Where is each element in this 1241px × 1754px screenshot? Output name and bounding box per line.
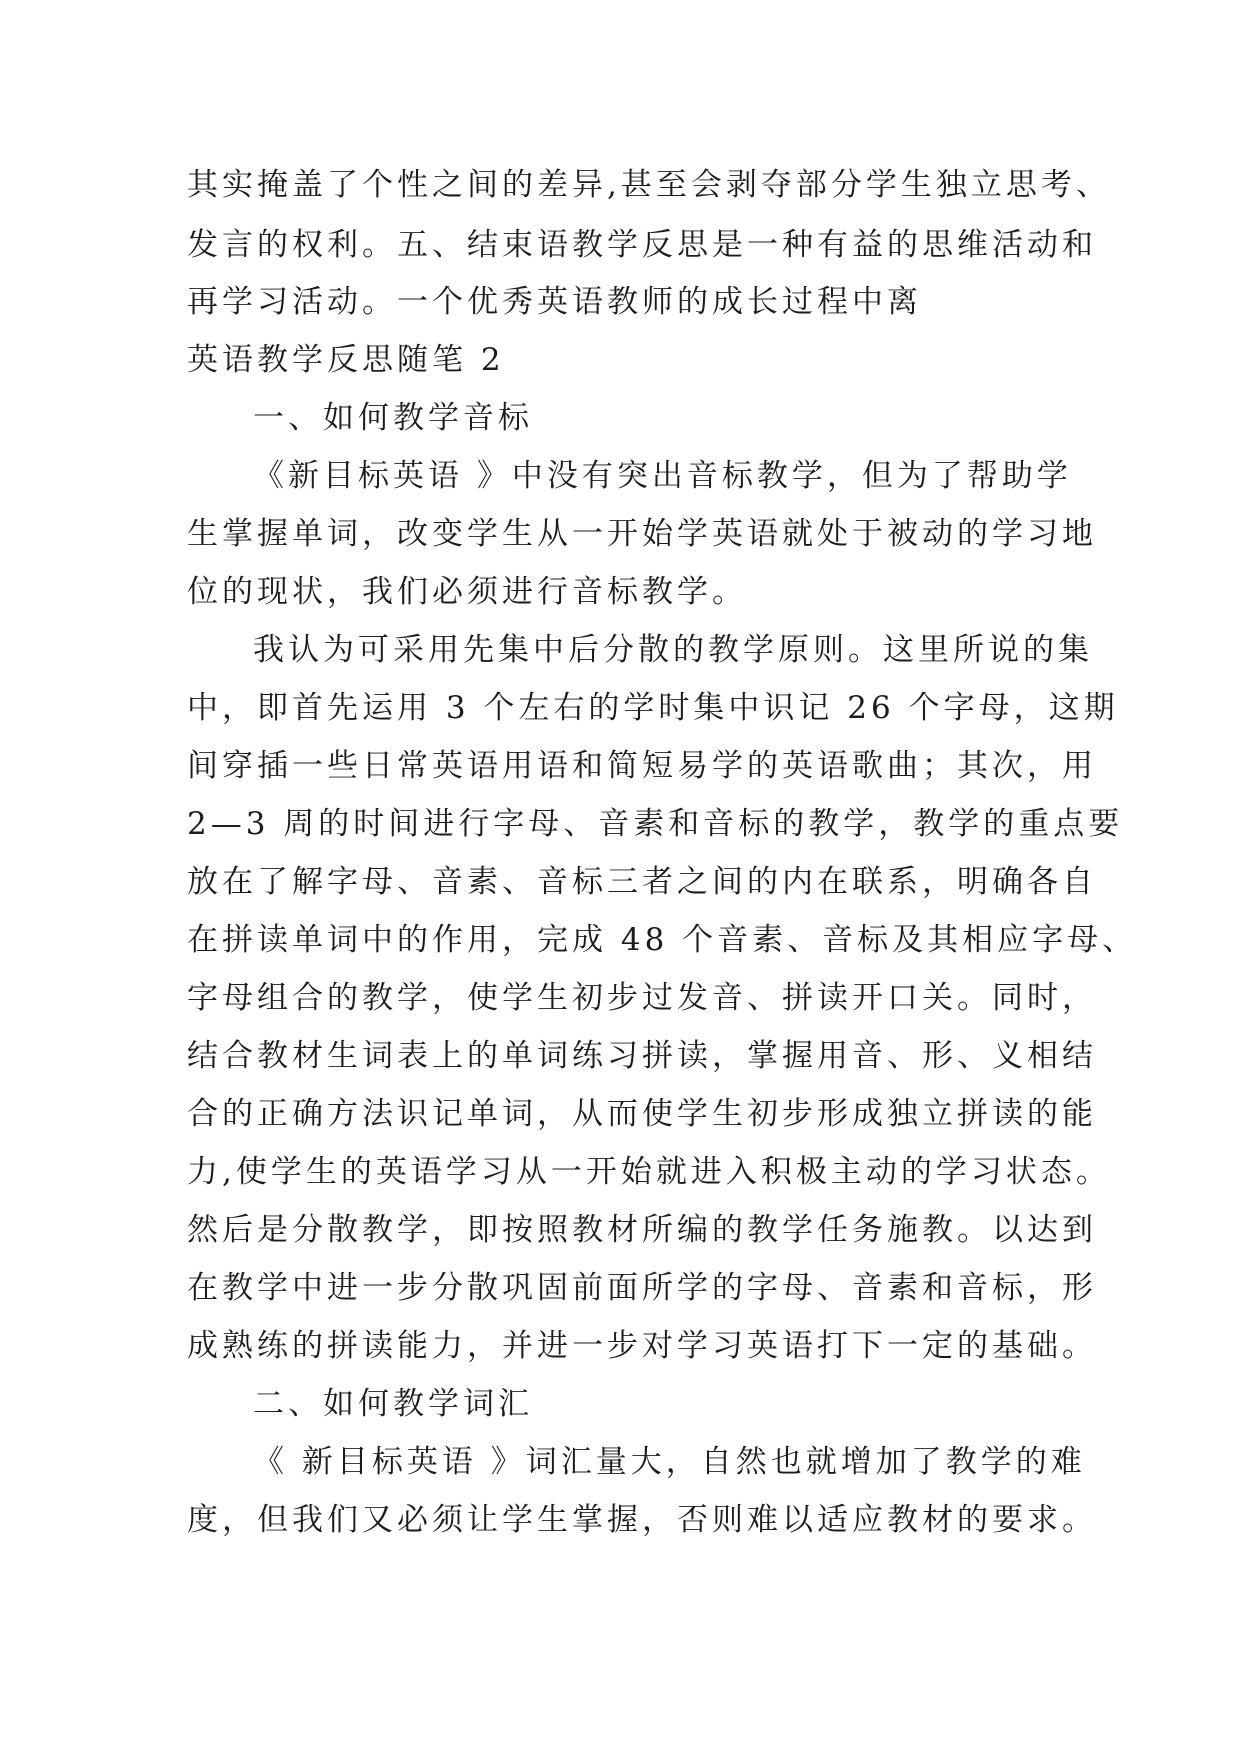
paragraph-line: 其实掩盖了个性之间的差异,甚至会剥夺部分学生独立思考、 (187, 167, 1111, 203)
section-heading: 二、如何教学词汇 (253, 1386, 533, 1422)
paragraph-line: 2—3 周的时间进行字母、音素和音标的教学，教学的重点要 (187, 806, 1124, 842)
paragraph-line: 力,使学生的英语学习从一开始就进入积极主动的学习状态。 (187, 1154, 1111, 1190)
paragraph-line: 在拼读单词中的作用，完成 48 个音素、音标及其相应字母、 (187, 922, 1138, 958)
paragraph-line: 中，即首先运用 3 个左右的学时集中识记 26 个字母，这期 (187, 690, 1119, 726)
paragraph-line: 间穿插一些日常英语用语和简短易学的英语歌曲；其次，用 (187, 748, 1097, 784)
paragraph-line: 结合教材生词表上的单词练习拼读，掌握用音、形、义相结 (187, 1038, 1097, 1074)
paragraph-line: 度，但我们又必须让学生掌握，否则难以适应教材的要求。 (187, 1502, 1097, 1538)
paragraph-line: 生掌握单词，改变学生从一开始学英语就处于被动的学习地 (187, 516, 1097, 552)
section-title: 英语教学反思随笔 2 (187, 342, 505, 378)
paragraph-line: 合的正确方法识记单词，从而使学生初步形成独立拼读的能 (187, 1096, 1097, 1132)
paragraph-line: 字母组合的教学，使学生初步过发音、拼读开口关。同时， (187, 980, 1097, 1016)
paragraph-line: 位的现状，我们必须进行音标教学。 (187, 574, 747, 610)
paragraph-line: 成熟练的拼读能力，并进一步对学习英语打下一定的基础。 (187, 1328, 1097, 1364)
section-heading: 一、如何教学音标 (253, 400, 533, 436)
paragraph-line: 然后是分散教学，即按照教材所编的教学任务施教。以达到 (187, 1212, 1097, 1248)
paragraph-line: 《 新目标英语 》词汇量大，自然也就增加了教学的难 (253, 1444, 1086, 1480)
paragraph-line: 我认为可采用先集中后分散的教学原则。这里所说的集 (253, 632, 1093, 668)
paragraph-line: 再学习活动。一个优秀英语教师的成长过程中离 (187, 284, 922, 320)
paragraph-line: 在教学中进一步分散巩固前面所学的字母、音素和音标，形 (187, 1270, 1097, 1306)
paragraph-line: 放在了解字母、音素、音标三者之间的内在联系，明确各自 (187, 864, 1097, 900)
paragraph-line: 发言的权利。五、结束语教学反思是一种有益的思维活动和 (187, 227, 1097, 263)
paragraph-line: 《新目标英语 》中没有突出音标教学，但为了帮助学 (253, 458, 1072, 494)
